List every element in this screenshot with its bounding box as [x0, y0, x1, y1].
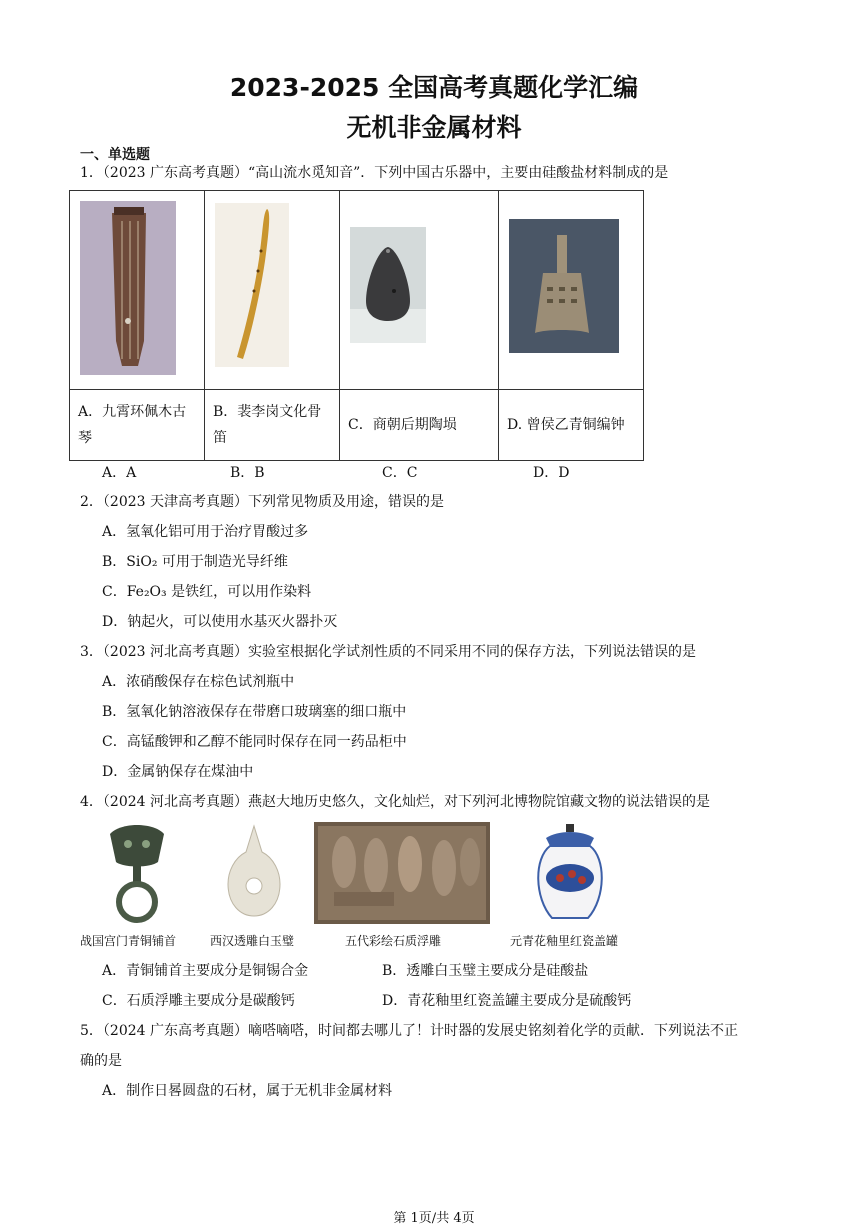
- q2-option-b: B．SiO₂ 可用于制造光导纤维: [102, 554, 288, 570]
- q1-option-d: D．D: [533, 465, 570, 481]
- q4-option-b: B．透雕白玉璧主要成分是硅酸盐: [382, 963, 589, 979]
- clay-xun-image: [340, 191, 498, 389]
- stone-relief-image: [314, 822, 490, 924]
- q4-caption-3: 五代彩绘石质浮雕: [345, 934, 442, 948]
- q2-option-d: D．钠起火，可以使用水基灭火器扑灭: [102, 614, 338, 630]
- q1-cell-c-image: [340, 191, 499, 390]
- q4-caption-2: 西汉透雕白玉璧: [210, 934, 295, 948]
- q5-stem-line2: 确的是: [80, 1053, 122, 1069]
- q1-caption-b: B．裴李岗文化骨笛: [205, 390, 340, 461]
- q2-option-a: A．氢氧化铝可用于治疗胃酸过多: [102, 524, 309, 540]
- section-heading: 一、单选题: [80, 147, 150, 163]
- porcelain-jar-image: [530, 822, 610, 924]
- q3-option-c: C．高锰酸钾和乙醇不能同时保存在同一药品柜中: [102, 734, 407, 750]
- q3-option-a: A．浓硝酸保存在棕色试剂瓶中: [102, 674, 295, 690]
- document-title: 2023-2025 全国高考真题化学汇编: [229, 73, 639, 102]
- q1-option-a: A．A: [102, 465, 137, 481]
- q4-stem: 4．（2024 河北高考真题）燕赵大地历史悠久，文化灿烂，对下列河北博物院馆藏文物的说法错误的是: [80, 794, 710, 810]
- bone-flute-image: [205, 191, 339, 389]
- q1-caption-c: C．商朝后期陶埙: [340, 390, 499, 461]
- guqin-image: [70, 191, 204, 389]
- q4-option-a: A．青铜铺首主要成分是铜锡合金: [102, 963, 309, 979]
- q1-stem: 1．（2023 广东高考真题）“高山流水觅知音”．下列中国古乐器中，主要由硅酸盐材料制成的是: [80, 165, 669, 181]
- q1-option-c: C．C: [382, 465, 418, 481]
- q4-option-c: C．石质浮雕主要成分是碳酸钙: [102, 993, 295, 1009]
- bronze-bell-image: [499, 191, 643, 389]
- q1-caption-d: D. 曾侯乙青铜编钟: [499, 390, 644, 461]
- bronze-knocker-image: [100, 822, 174, 924]
- q2-stem: 2．（2023 天津高考真题）下列常见物质及用途，错误的是: [80, 494, 444, 510]
- q4-caption-1: 战国宫门青铜铺首: [80, 934, 177, 948]
- page-footer: 第 1页/共 4页: [393, 1211, 475, 1226]
- q3-option-b: B．氢氧化钠溶液保存在带磨口玻璃塞的细口瓶中: [102, 704, 407, 720]
- q1-image-table: [69, 190, 644, 461]
- q5-option-a: A．制作日晷圆盘的石材，属于无机非金属材料: [102, 1083, 393, 1099]
- q3-option-d: D．金属钠保存在煤油中: [102, 764, 254, 780]
- document-subtitle: 无机非金属材料: [346, 113, 522, 142]
- jade-bi-image: [224, 822, 284, 924]
- q1-option-b: B．B: [230, 465, 265, 481]
- q1-caption-a: A．九霄环佩木古琴: [70, 390, 205, 461]
- q5-stem-line1: 5．（2024 广东高考真题）嘀嗒嘀嗒，时间都去哪儿了！计时器的发展史铭刻着化学的贡献．下列说法不正: [80, 1023, 738, 1039]
- q2-option-c: C．Fe₂O₃ 是铁红，可以用作染料: [102, 584, 312, 600]
- q1-cell-a-image: [70, 191, 205, 390]
- q4-option-d: D．青花釉里红瓷盖罐主要成分是硫酸钙: [382, 993, 632, 1009]
- q1-cell-b-image: [205, 191, 340, 390]
- q3-stem: 3．（2023 河北高考真题）实验室根据化学试剂性质的不同采用不同的保存方法，下列说法错误的是: [80, 644, 696, 660]
- q4-caption-4: 元青花釉里红瓷盖罐: [510, 934, 619, 948]
- q1-cell-d-image: [499, 191, 644, 390]
